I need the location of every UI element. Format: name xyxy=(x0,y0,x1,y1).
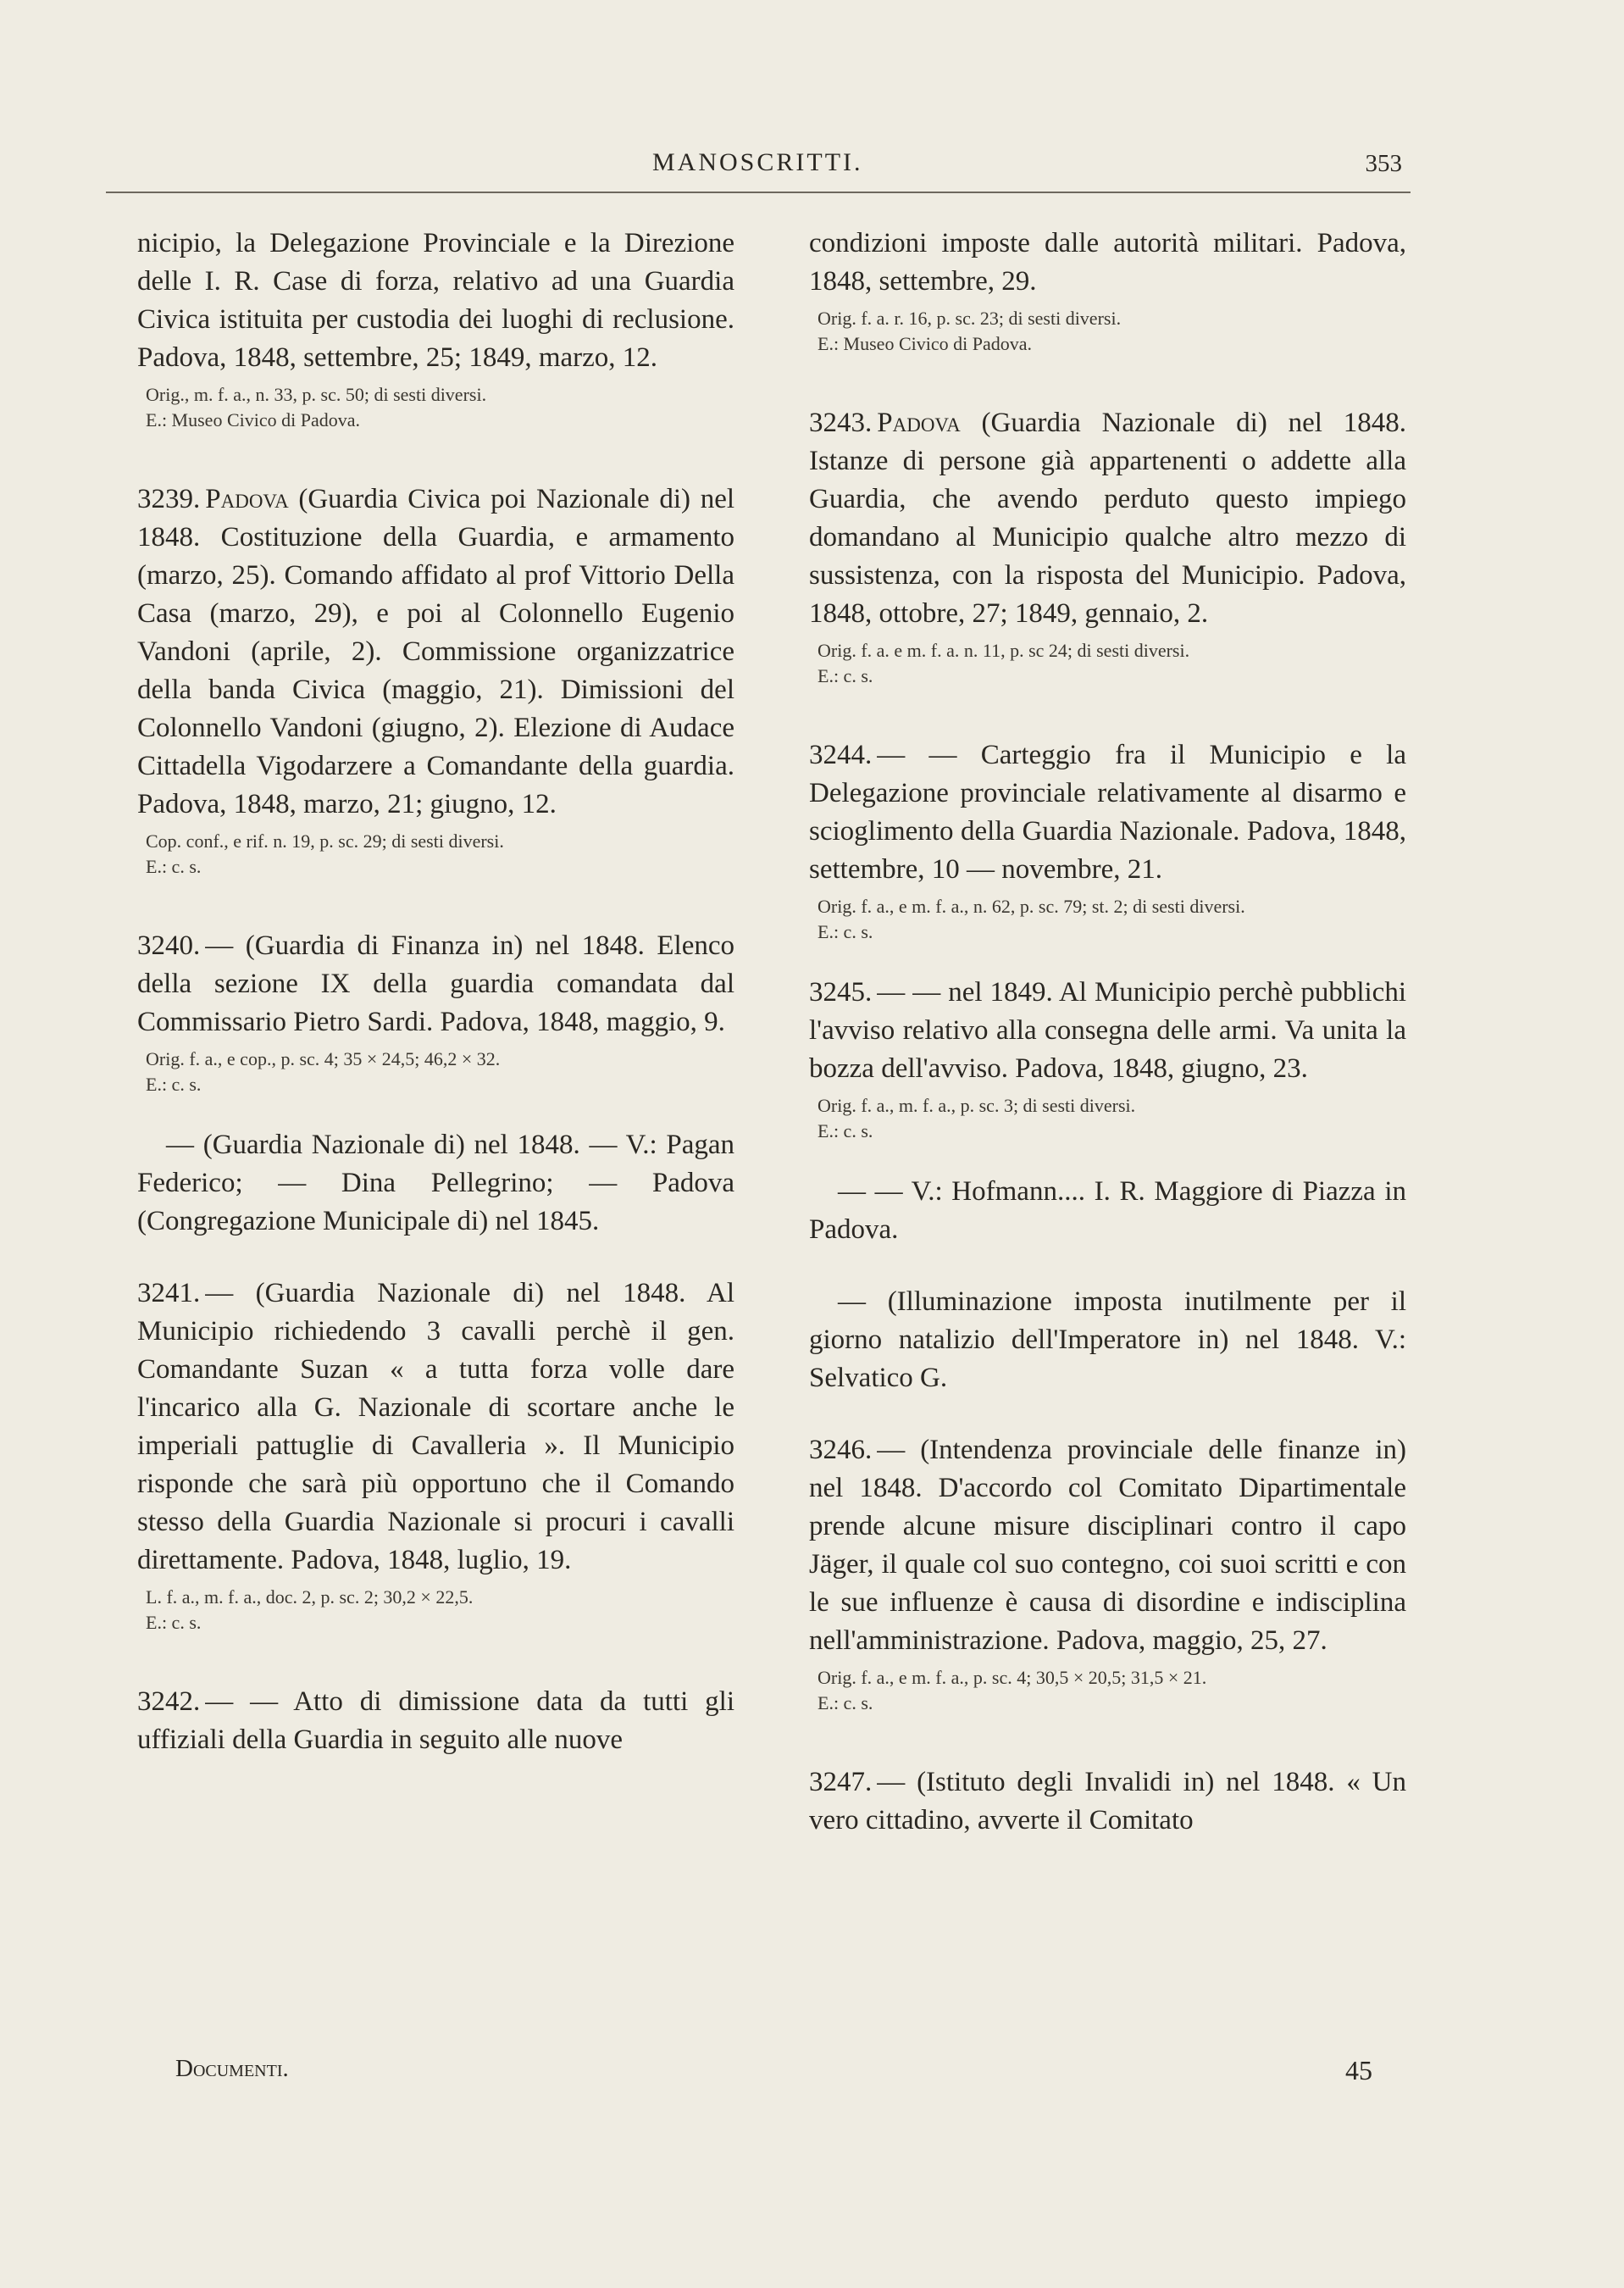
entry-location: E.: c. s. xyxy=(146,1074,202,1095)
entry-text: — — V.: Hofmann.... I. R. Maggiore di Piazza in Padova. xyxy=(809,1176,1406,1245)
entry-heading: Padova xyxy=(205,484,289,514)
cross-reference xyxy=(809,1173,1406,1249)
cross-reference xyxy=(137,1126,734,1241)
entry-number: 3247. xyxy=(809,1767,873,1797)
entry-location: E.: c. s. xyxy=(818,1692,873,1713)
entry-note: Orig. f. a., m. f. a., p. sc. 3; di sesti diversi. xyxy=(818,1095,1136,1116)
entry-3245 xyxy=(809,974,1406,1088)
entry-number: 3246. xyxy=(809,1435,873,1465)
entry-text: — (Guardia Nazionale di) nel 1848. Al Municipio richiedendo 3 cavalli perchè il gen. Comandante Suzan « a tutta forza volle dare l'incarico alla G. Nazionale di scortare anche le imperiali pattuglie di Cavalleria ». Il Municipio risponde che sarà più opportuno che il Comando stesso della Guardia Nazionale si procuri i cavalli direttamente. Padova, 1848, luglio, 19. xyxy=(137,1278,734,1575)
entry-heading: Padova xyxy=(877,408,961,438)
entry-location: E.: c. s. xyxy=(146,856,202,877)
running-title: MANOSCRITTI. xyxy=(652,148,863,176)
entry-text: nicipio, la Delegazione Provinciale e la Direzione delle I. R. Case di forza, relativo ad una Guardia Civica istituita per custodia dei luoghi di reclusione. Padova, 1848, settembre, 25; 1849, marzo, 12. xyxy=(137,228,734,373)
entry-text: — (Intendenza provinciale delle finanze in) nel 1848. D'accordo col Comitato Dipartimentale prende alcune misure disciplinari contro il capo Jäger, il quale col suo contegno, coi suoi scritti e con le sue influenze è causa di disordine e indisciplina nell'amministrazione. Padova, maggio, 25, 27. xyxy=(809,1435,1406,1656)
entry-3241 xyxy=(137,1275,734,1580)
entry-location: E.: c. s. xyxy=(146,1612,202,1633)
entry-3243 xyxy=(809,404,1406,633)
entry-note: Orig. f. a., e m. f. a., n. 62, p. sc. 79; st. 2; di sesti diversi. xyxy=(818,896,1245,917)
entry-text: — (Guardia di Finanza in) nel 1848. Elenco della sezione IX della guardia comandata dal Commissario Pietro Sardi. Padova, 1848, maggio, 9. xyxy=(137,930,734,1037)
sheet-number: 45 xyxy=(1345,2055,1372,2085)
entry-3242 xyxy=(137,1683,734,1759)
entry-3246 xyxy=(809,1431,1406,1660)
entry-text: (Guardia Nazionale di) nel 1848. Istanze di persone già appartenenti o addette alla Guardia, che avendo perduto questo impiego domandano al Municipio qualche altro mezzo di sussistenza, con la risposta del Municipio. Padova, 1848, ottobre, 27; 1849, gennaio, 2. xyxy=(809,408,1406,629)
entry-continued xyxy=(137,225,734,377)
entry-text: — — Carteggio fra il Municipio e la Delegazione provinciale relativamente al disarmo e scioglimento della Guardia Nazionale. Padova, 1848, settembre, 10 — novembre, 21. xyxy=(809,740,1406,885)
entry-note: Orig. f. a., e cop., p. sc. 4; 35 × 24,5; 46,2 × 32. xyxy=(146,1048,501,1069)
entry-number: 3241. xyxy=(137,1278,201,1308)
entry-3240 xyxy=(137,927,734,1041)
entry-note: Orig., m. f. a., n. 33, p. sc. 50; di sesti diversi. xyxy=(146,384,487,405)
entry-text: — (Guardia Nazionale di) nel 1848. — V.: Pagan Federico; — Dina Pellegrino; — Padova (Congregazione Municipale di) nel 1845. xyxy=(137,1130,734,1236)
entry-note: Orig. f. a., e m. f. a., p. sc. 4; 30,5 × 20,5; 31,5 × 21. xyxy=(818,1667,1207,1688)
entry-3244 xyxy=(809,736,1406,889)
left-column xyxy=(137,225,734,1764)
running-head xyxy=(0,148,1624,182)
page-number: 353 xyxy=(1365,150,1402,177)
entry-number: 3242. xyxy=(137,1686,201,1717)
entry-note: Cop. conf., e rif. n. 19, p. sc. 29; di sesti diversi. xyxy=(146,830,504,852)
entry-number: 3245. xyxy=(809,977,873,1008)
entry-text: (Guardia Civica poi Nazionale di) nel 1848. Costituzione della Guardia, e armamento (marzo, 25). Comando affidato al prof Vittorio Della Casa (marzo, 29), e poi al Colonnello Eugenio Vandoni (aprile, 2). Commissione organizzatrice della banda Civica (maggio, 21). Dimissioni del Colonnello Vandoni (giugno, 2). Elezione di Audace Cittadella Vigodarzere a Comandante della guardia. Padova, 1848, marzo, 21; giugno, 12. xyxy=(137,484,735,819)
entry-3239 xyxy=(137,480,734,824)
entry-number: 3239. xyxy=(137,484,201,514)
entry-location: E.: c. s. xyxy=(818,1120,873,1141)
entry-note: L. f. a., m. f. a., doc. 2, p. sc. 2; 30,2 × 22,5. xyxy=(146,1586,474,1608)
entry-location: E.: Museo Civico di Padova. xyxy=(818,333,1032,354)
header-rule xyxy=(106,192,1411,193)
entry-continued xyxy=(809,225,1406,301)
entry-text: — — Atto di dimissione data da tutti gli uffiziali della Guardia in seguito alle nuove xyxy=(137,1686,734,1755)
entry-3247 xyxy=(809,1763,1406,1840)
entry-location: E.: c. s. xyxy=(818,665,873,686)
signature-mark: Documenti. xyxy=(175,2055,289,2082)
right-column xyxy=(809,225,1406,1845)
entry-location: E.: c. s. xyxy=(818,921,873,942)
cross-reference xyxy=(809,1283,1406,1397)
entry-note: Orig. f. a. e m. f. a. n. 11, p. sc 24; di sesti diversi. xyxy=(818,640,1190,661)
entry-number: 3244. xyxy=(809,740,873,770)
entry-note: Orig. f. a. r. 16, p. sc. 23; di sesti diversi. xyxy=(818,308,1122,329)
entry-location: E.: Museo Civico di Padova. xyxy=(146,409,360,430)
entry-text: condizioni imposte dalle autorità militari. Padova, 1848, settembre, 29. xyxy=(809,228,1406,297)
entry-number: 3240. xyxy=(137,930,201,961)
entry-text: — (Illuminazione imposta inutilmente per il giorno natalizio dell'Imperatore in) nel 1848. V.: Selvatico G. xyxy=(809,1286,1406,1393)
entry-text: — (Istituto degli Invalidi in) nel 1848. « Un vero cittadino, avverte il Comitato xyxy=(809,1767,1406,1835)
entry-number: 3243. xyxy=(809,408,873,438)
entry-text: — — nel 1849. Al Municipio perchè pubblichi l'avviso relativo alla consegna delle armi. Va unita la bozza dell'avviso. Padova, 1848, giugno, 23. xyxy=(809,977,1406,1084)
